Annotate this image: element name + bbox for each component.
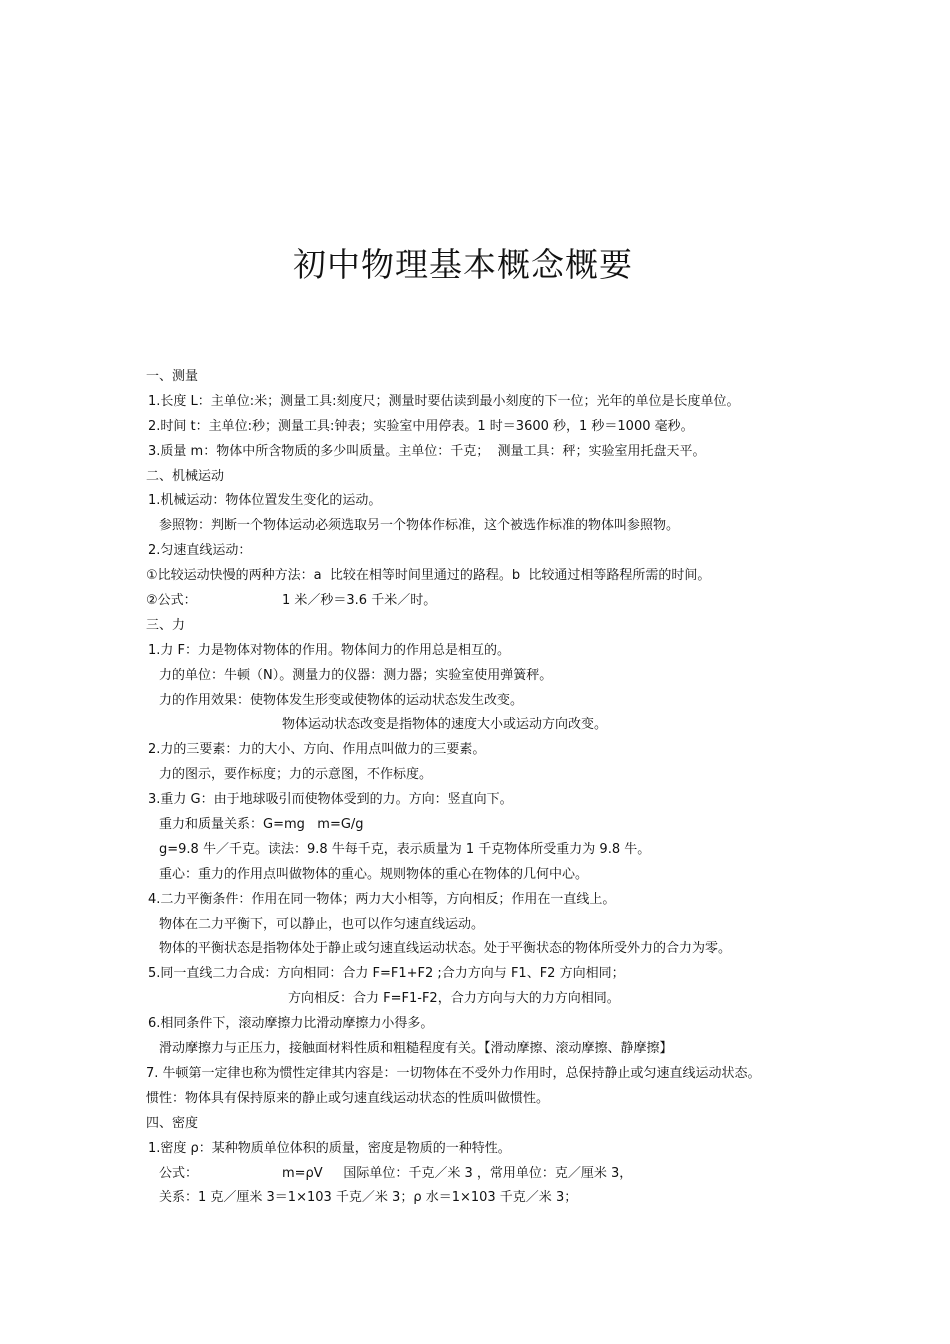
text-line — [0, 713, 950, 738]
text-line — [0, 390, 950, 415]
section-heading-text: 二、机械运动 — [146, 468, 225, 484]
text-line-content: 2.匀速直线运动： — [148, 543, 252, 559]
text-line — [0, 937, 950, 962]
text-line-content: 惯性：物体具有保持原来的静止或匀速直线运动状态的性质叫做惯性。 — [146, 1090, 550, 1106]
text-line-content: ①比较运动快慢的两种方法：a 比较在相等时间里通过的路程。b 比较通过相等路程所需的时间。 — [146, 568, 711, 584]
section-heading — [0, 1112, 950, 1137]
text-line-content: 6.相同条件下，滚动摩擦力比滑动摩擦力小得多。 — [148, 1016, 434, 1032]
text-line-content: 1.力 F：力是物体对物体的作用。物体间力的作用总是相互的。 — [148, 642, 511, 658]
text-line — [0, 514, 950, 539]
text-line — [0, 489, 950, 514]
text-line — [0, 1162, 950, 1187]
text-line-content: 物体在二力平衡下，可以静止，也可以作匀速直线运动。 — [159, 916, 485, 932]
text-line — [0, 1037, 950, 1062]
text-line — [0, 440, 950, 465]
text-line-content: 2.时间 t：主单位:秒；测量工具:钟表；实验室中用停表。1 时＝3600 秒，1 秒＝1000 毫秒。 — [148, 418, 694, 434]
text-line — [0, 962, 950, 987]
text-line-formula: m=ρV 国际单位：千克／米 3 ，常用单位：克／厘米 3， — [282, 1165, 633, 1181]
text-line — [0, 763, 950, 788]
text-line — [0, 664, 950, 689]
text-line — [0, 639, 950, 664]
text-line-content: 3.重力 G：由于地球吸引而使物体受到的力。方向：竖直向下。 — [148, 792, 513, 808]
text-line — [0, 813, 950, 838]
text-line-content: 1.长度 L：主单位:米；测量工具:刻度尺；测量时要估读到最小刻度的下一位；光年的单位是长度单位。 — [148, 393, 740, 409]
text-line-content: 重心：重力的作用点叫做物体的重心。规则物体的重心在物体的几何中心。 — [159, 866, 589, 882]
text-line-content: 方向相反：合力 F=F1-F2，合力方向与大的力方向相同。 — [288, 991, 620, 1007]
text-line — [0, 1137, 950, 1162]
section-heading-text: 一、测量 — [146, 369, 199, 384]
section-heading — [0, 614, 950, 639]
text-line-content: g=9.8 牛／千克。读法：9.8 牛每千克，表示质量为 1 千克物体所受重力为 9.8 牛。 — [159, 841, 651, 857]
text-line — [0, 838, 950, 863]
text-line-content: 力的图示，要作标度；力的示意图，不作标度。 — [159, 767, 433, 783]
text-line — [0, 1012, 950, 1037]
text-line — [0, 987, 950, 1012]
section-heading-text: 三、力 — [146, 617, 186, 633]
text-line-content: 重力和质量关系：G=mg m=G/g — [159, 817, 364, 833]
text-line-content: 1.密度 ρ：某种物质单位体积的质量，密度是物质的一种特性。 — [148, 1140, 511, 1156]
text-line-label: ②公式： — [146, 593, 197, 609]
text-line-content: 2.力的三要素：力的大小、方向、作用点叫做力的三要素。 — [148, 742, 486, 758]
text-line — [0, 738, 950, 763]
section-heading-text: 四、密度 — [146, 1115, 199, 1131]
text-line — [0, 888, 950, 913]
text-line — [0, 539, 950, 564]
text-line-content: 4.二力平衡条件：作用在同一物体；两力大小相等，方向相反；作用在一直线上。 — [148, 891, 616, 907]
text-line-content: 7. 牛顿第一定律也称为惯性定律其内容是：一切物体在不受外力作用时，总保持静止或匀速直线运动状态。 — [146, 1065, 761, 1081]
text-line-label: 公式： — [159, 1165, 199, 1181]
text-line-formula: 1 米／秒＝3.6 千米／时。 — [282, 593, 437, 609]
text-line — [0, 913, 950, 938]
text-line-content: 1.机械运动：物体位置发生变化的运动。 — [148, 493, 382, 509]
text-line-content: 关系：1 克／厘米 3＝1×103 千克／米 3；ρ 水＝1×103 千克／米 3； — [159, 1190, 578, 1206]
section-heading — [0, 465, 950, 490]
text-line-content: 3.质量 m：物体中所含物质的多少叫质量。主单位：千克； 测量工具：秤；实验室用托盘天平。 — [148, 443, 706, 459]
section-heading — [0, 365, 950, 390]
text-line-content: 参照物：判断一个物体运动必须选取另一个物体作标准，这个被选作标准的物体叫参照物。 — [159, 518, 680, 534]
text-line — [0, 1062, 950, 1087]
text-line — [0, 1087, 950, 1112]
text-line-content: 滑动摩擦力与正压力，接触面材料性质和粗糙程度有关。【滑动摩擦、滚动摩擦、静摩擦】 — [159, 1041, 673, 1057]
text-line — [0, 863, 950, 888]
text-line — [0, 564, 950, 589]
text-line-content: 物体的平衡状态是指物体处于静止或匀速直线运动状态。处于平衡状态的物体所受外力的合力为零。 — [159, 941, 732, 957]
page-title: 初中物理基本概念概要 — [293, 245, 633, 284]
document-body — [0, 365, 950, 1211]
text-line — [0, 415, 950, 440]
text-line-content: 力的单位：牛顿（N）。测量力的仪器：测力器；实验室使用弹簧秤。 — [159, 667, 553, 683]
text-line — [0, 689, 950, 714]
text-line-content: 力的作用效果：使物体发生形变或使物体的运动状态发生改变。 — [159, 692, 524, 708]
text-line — [0, 1186, 950, 1211]
text-line-content: 物体运动状态改变是指物体的速度大小或运动方向改变。 — [282, 717, 608, 733]
text-line — [0, 788, 950, 813]
text-line — [0, 589, 950, 614]
text-line-content: 5.同一直线二力合成：方向相同：合力 F=F1+F2 ;合力方向与 F1、F2 方向相同； — [148, 966, 625, 982]
